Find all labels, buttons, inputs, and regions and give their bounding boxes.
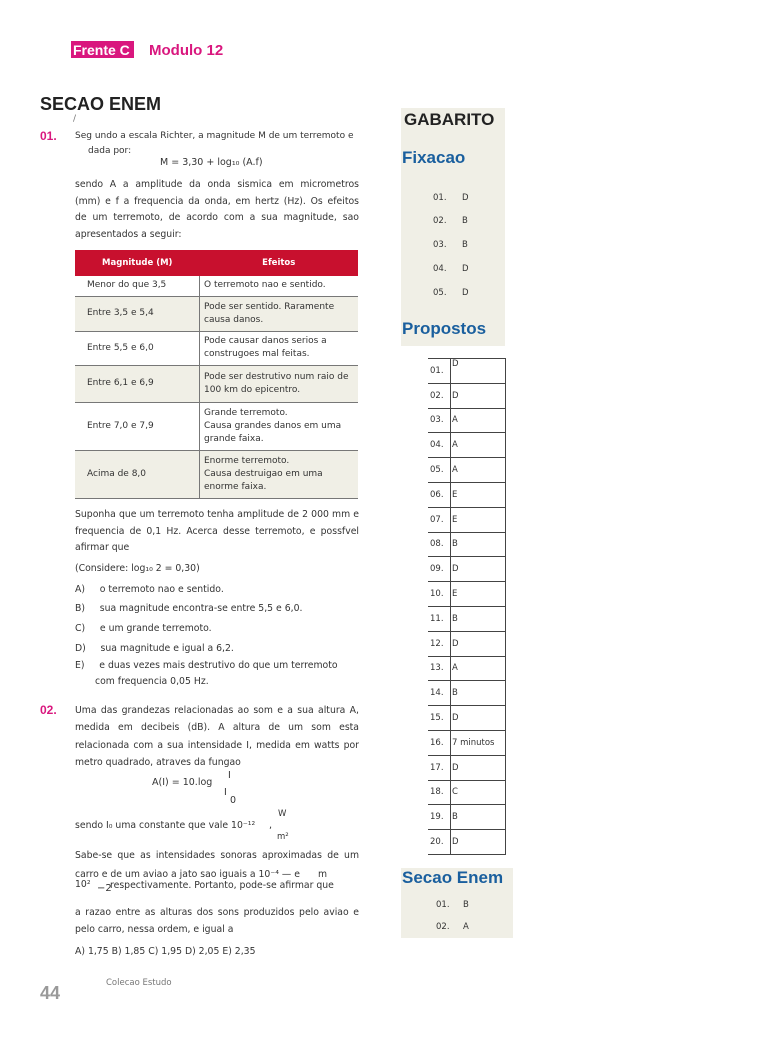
propostos-row [428,507,506,532]
effects-line: Pode causar danos serios a [204,336,327,346]
propostos-number: 14. [428,681,451,706]
propostos-row [428,383,506,408]
propostos-row [428,532,506,557]
enem-answer: A [463,922,469,932]
fixacao-number: 02. [433,216,447,226]
propostos-number: 18. [428,780,451,805]
propostos-number: 16. [428,730,451,755]
fixacao-number: 03. [433,240,447,250]
q2-unit-watt: W [278,809,287,819]
propostos-answer: A [451,656,506,681]
propostos-number: 05. [428,458,451,483]
propostos-number: 03. [428,408,451,433]
q1-consider: (Considere: log₁₀ 2 = 0,30) [75,563,200,574]
propostos-answer: B [451,606,506,631]
q2-unit-m2: m² [277,832,289,842]
propostos-answer: D [451,830,506,855]
q2-para-line: Uma das grandezas relacionadas ao som e a sua altura A, [75,705,359,716]
table-header-row [75,250,358,276]
propostos-number: 12. [428,631,451,656]
table-row [75,402,358,450]
propostos-row [428,656,506,681]
modulo-label: Modulo 12 [149,42,224,59]
q2-minus-two: −2 [97,883,112,894]
q1-suppose [75,507,359,557]
q2-paragraph [75,702,359,771]
q2-m-letter: m [318,869,328,880]
table-row [75,450,358,498]
fixacao-title: Fixacao [402,148,466,167]
propostos-answer: E [451,582,506,607]
magnitude-cell: Acima de 8,0 [75,450,200,498]
propostos-answer: A [451,408,506,433]
propostos-number: 13. [428,656,451,681]
fixacao-answer: D [462,193,469,203]
column-header-magnitude: Magnitude (M) [75,250,200,276]
q1-intro-line2: dada por: [88,146,132,156]
effects-line: Grande terremoto. [204,407,288,418]
propostos-number: 04. [428,433,451,458]
propostos-number: 02. [428,383,451,408]
q1-intro-line1: Seg undo a escala Richter, a magnitude M de um terremoto e [75,131,354,141]
propostos-number: 19. [428,805,451,830]
q2-para2-line3: respectivamente. Portanto, pode-se afirmar que [110,880,334,891]
gabarito-title: GABARITO [404,110,495,129]
q1-option-e-cont: com frequencia 0,05 Hz. [95,676,209,687]
propostos-answer: D [451,383,506,408]
propostos-number: 11. [428,606,451,631]
q2-sendo: sendo I₀ uma constante que vale 10⁻¹² [75,820,256,831]
propostos-row [428,433,506,458]
q1-option-d: D) sua magnitude e igual a 6,2. [75,643,234,654]
propostos-number: 20. [428,830,451,855]
effects-line: causa danos. [204,314,264,325]
effects-line: Pode ser destrutivo num raio de [204,371,349,382]
fixacao-number: 05. [433,288,447,298]
table-row [75,296,358,331]
magnitude-cell: Entre 5,5 e 6,0 [75,331,200,365]
magnitude-cell: Entre 3,5 e 5,4 [75,296,200,331]
propostos-row [428,830,506,855]
fixacao-answer: B [462,216,468,226]
q2-para2-line2: carro e de um aviao a jato sao iguais a 10⁻⁴ — e [75,869,300,880]
fixacao-answer: B [462,240,468,250]
q2-para2-line1 [75,848,359,865]
propostos-row [428,359,506,384]
propostos-answer: 7 minutos [451,730,506,755]
propostos-table [428,358,506,855]
table-row [75,276,358,296]
propostos-row [428,482,506,507]
propostos-row [428,706,506,731]
effects-cell [200,402,359,450]
propostos-number: 15. [428,706,451,731]
q2-formula-left: A(I) = 10.log [152,777,213,788]
q1-paragraph [75,177,359,243]
propostos-title: Propostos [402,319,487,338]
q1-option-e: E) e duas vezes mais destrutivo do que um terremoto [75,660,338,671]
effects-line: grande faixa. [204,433,264,444]
propostos-number: 09. [428,557,451,582]
table-row [75,365,358,402]
q2-para-line: metro quadrado, atraves da fungao [75,756,241,768]
propostos-number: 07. [428,507,451,532]
effects-cell [200,365,359,402]
propostos-row [428,780,506,805]
page-number: 44 [40,983,61,1003]
effects-cell [200,450,359,498]
slash-mark: / [73,114,77,124]
q2-formula-numerator: I [228,770,231,781]
propostos-row [428,458,506,483]
q1-option-b: B) sua magnitude encontra-se entre 5,5 e 6,0. [75,603,303,614]
effects-line: 100 km do epicentro. [204,384,301,395]
propostos-answer: D [451,557,506,582]
secao-enem-title: Secao Enem [402,868,504,887]
propostos-row [428,730,506,755]
propostos-number: 10. [428,582,451,607]
propostos-row [428,408,506,433]
magnitude-cell: Entre 7,0 e 7,9 [75,402,200,450]
q1-para-line: apresentados a seguir: [75,228,182,240]
q1-option-a: A) o terremoto nao e sentido. [75,584,224,595]
propostos-number: 01. [428,359,451,384]
q2-para-line: medida em decibeis (dB). A altura de um som esta [75,722,359,734]
q1-suppose-line: frequencia de 0,1 Hz. Acerca desse terremoto, e possfvel [75,525,359,537]
question-2-number: 02. [40,703,57,717]
propostos-row [428,631,506,656]
q1-option-c: C) e um grande terremoto. [75,623,212,634]
propostos-answer: B [451,681,506,706]
q2-formula-subscript: 0 [230,795,237,806]
propostos-number: 17. [428,755,451,780]
table-row [75,331,358,365]
section-title: SECAO ENEM [40,94,162,114]
effects-line: Causa destruigao em uma [204,468,323,479]
enem-answer: B [463,900,469,910]
collection-label: Colecao Estudo [106,978,172,988]
frente-label: Frente C [71,41,134,58]
q2-para2-text: Sabe-se que as intensidades sonoras aproximadas de um [75,850,359,861]
q1-para-line: (mm) e f a frequencia da onda, em hertz (Hz). Os efeitos [75,195,359,207]
propostos-number: 08. [428,532,451,557]
enem-number: 02. [436,922,450,932]
magnitude-cell: Menor do que 3,5 [75,276,200,296]
propostos-answer: A [451,433,506,458]
q1-para-line: sendo A a amplitude da onda sismica em micrometros [75,179,359,190]
effects-cell [200,331,359,365]
q1-formula: M = 3,30 + log₁₀ (A.f) [160,157,263,168]
q2-unit-comma: , [269,820,273,831]
fixacao-answer: D [462,288,469,298]
propostos-row [428,582,506,607]
propostos-answer: D [451,631,506,656]
q2-para3 [75,904,359,938]
propostos-answer: B [451,532,506,557]
propostos-row [428,557,506,582]
q2-para3-line: pelo carro, nessa ordem, e igual a [75,924,234,935]
q1-para-line: de um terremoto, de acordo com a sua magnitude, sao [75,212,359,223]
q2-para-line: relacionada com a sua intensidade I, medida em watts por [75,739,359,751]
effects-line: Pode ser sentido. Raramente [204,301,335,312]
q1-suppose-line: Suponha que um terremoto tenha amplitude de 2 000 mm e [75,509,359,520]
propostos-row [428,805,506,830]
propostos-answer: D [451,706,506,731]
gabarito-panel [401,108,505,346]
effects-cell [200,276,359,296]
propostos-answer: C [451,780,506,805]
q2-answer-options: A) 1,75 B) 1,85 C) 1,95 D) 2,05 E) 2,35 [75,946,256,957]
propostos-row [428,755,506,780]
propostos-answer: E [451,507,506,532]
effects-line: Enorme terremoto. [204,455,290,466]
enem-number: 01. [436,900,450,910]
propostos-answer: E [451,482,506,507]
fixacao-number: 01. [433,193,447,203]
propostos-number: 06. [428,482,451,507]
magnitude-cell: Entre 6,1 e 6,9 [75,365,200,402]
effects-line: enorme faixa. [204,481,267,492]
propostos-answer: D [451,755,506,780]
propostos-answer: D [451,359,506,384]
q1-suppose-line: afirmar que [75,542,130,553]
q2-formula-denominator: I [224,787,227,798]
question-1-number: 01. [40,129,57,143]
effects-line: O terremoto nao e sentido. [204,280,326,291]
effects-line: construgoes mal feitas. [204,349,310,359]
propostos-answer: A [451,458,506,483]
propostos-answer: B [451,805,506,830]
fixacao-number: 04. [433,264,447,274]
effects-cell [200,296,359,331]
q2-ten-squared: 10² [75,879,91,890]
q2-para3-line: a razao entre as alturas dos sons produzidos pelo aviao e [75,907,359,918]
magnitude-effects-table [75,250,358,499]
propostos-row [428,681,506,706]
fixacao-answer: D [462,264,469,274]
column-header-effects: Efeitos [200,250,359,276]
effects-line: Causa grandes danos em uma [204,420,342,431]
propostos-row [428,606,506,631]
